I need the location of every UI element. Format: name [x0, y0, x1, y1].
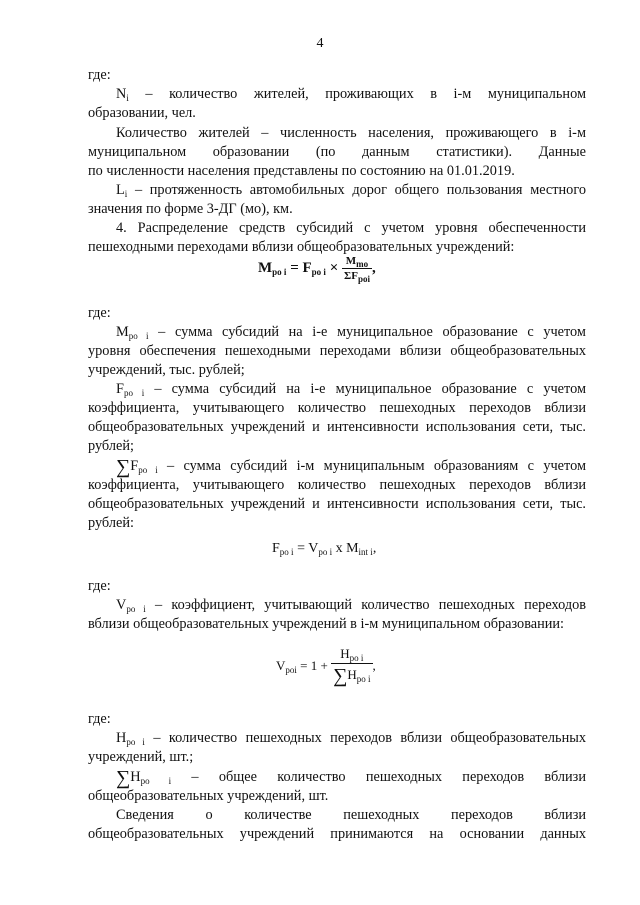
- where-label-4: где:: [88, 711, 111, 727]
- sum-f-definition-line4: рублей:: [88, 515, 134, 531]
- f-po-i-definition-line3: общеобразовательных учреждений и интенсивности использования сети, тыс.: [88, 419, 586, 435]
- where-label-1: где:: [88, 67, 111, 83]
- formula-f-po-i: $F_{po i} = V_{po i}$ x $M_{int i}$,: [272, 541, 377, 557]
- f-po-i-definition-line1: $F_{po i}$ – сумма субсидий на i-е муниципальное образование с учетом: [116, 381, 586, 398]
- m-po-i-definition-line1: $M_{po i}$ – сумма субсидий на i-е муниципальное образование с учетом: [116, 324, 586, 341]
- residents-line2: муниципальном образовании (по данным статистики). Данные: [88, 144, 586, 160]
- ni-definition-line2: образовании, чел.: [88, 105, 196, 121]
- section-4-line1: 4. Распределение средств субсидий с учетом уровня обеспеченности: [116, 220, 586, 236]
- m-po-i-definition-line2: уровня обеспечения пешеходными переходами вблизи общеобразовательных: [88, 343, 586, 359]
- ni-definition-line1: $N_i$ – количество жителей, проживающих в i-м муниципальном: [116, 86, 587, 103]
- info-line1: Сведения о количестве пешеходных переходов вблизи: [116, 807, 586, 823]
- sum-h-definition-line1: $\sum H_{po i}$ – общее количество пешеходных переходов вблизи: [116, 767, 586, 789]
- sum-h-definition-line2: общеобразовательных учреждений, шт.: [88, 788, 329, 804]
- sum-f-definition-line3: общеобразовательных учреждений и интенсивности использования сети, тыс.: [88, 496, 586, 512]
- page-number: 4: [316, 36, 324, 51]
- info-line2: общеобразовательных учреждений принимаются на основании данных: [88, 826, 586, 842]
- f-po-i-definition-line2: коэффициента, учитывающего количество пешеходных переходов вблизи: [88, 400, 586, 416]
- li-definition-line1: $L_i$ – протяженность автомобильных дорог общего пользования местного: [116, 182, 586, 199]
- section-4-line2: пешеходными переходами вблизи общеобразовательных учреждений:: [88, 239, 515, 255]
- formula-v-po-i: $V_{poi} = 1$ + $\frac{H_{po i}}{\sum H_{po i}}$ ,: [276, 646, 376, 687]
- sum-f-definition-line1: $\sum F_{po i}$ – сумма субсидий i-м муниципальным образованиям с учетом: [116, 456, 586, 478]
- sum-f-definition-line2: коэффициента, учитывающего количество пешеходных переходов вблизи: [88, 477, 586, 493]
- li-definition-line2: значения по форме 3-ДГ (мо), км.: [88, 201, 293, 217]
- where-label-3: где:: [88, 578, 111, 594]
- residents-line3: по численности населения представлены по состоянию на 01.01.2019.: [88, 163, 515, 179]
- where-label-2: где:: [88, 305, 111, 321]
- h-po-i-definition-line1: $H_{po i}$ – количество пешеходных переходов вблизи общеобразовательных: [116, 730, 586, 747]
- m-po-i-definition-line3: учреждений, тыс. рублей;: [88, 362, 245, 378]
- h-po-i-definition-line2: учреждений, шт.;: [88, 749, 194, 765]
- formula-m-po-i: $M_{po i} = F_{po i}$ × $\frac{M_{mo}}{\Sigma F_{poi}}$ ,: [258, 255, 376, 284]
- v-po-i-definition-line2: вблизи общеобразовательных учреждений в i-м муниципальном образовании:: [88, 616, 565, 632]
- f-po-i-definition-line4: рублей;: [88, 438, 134, 454]
- residents-line1: Количество жителей – численность населения, проживающего в i-м: [116, 125, 586, 141]
- v-po-i-definition-line1: $V_{po i}$ – коэффициент, учитывающий количество пешеходных переходов: [116, 597, 586, 614]
